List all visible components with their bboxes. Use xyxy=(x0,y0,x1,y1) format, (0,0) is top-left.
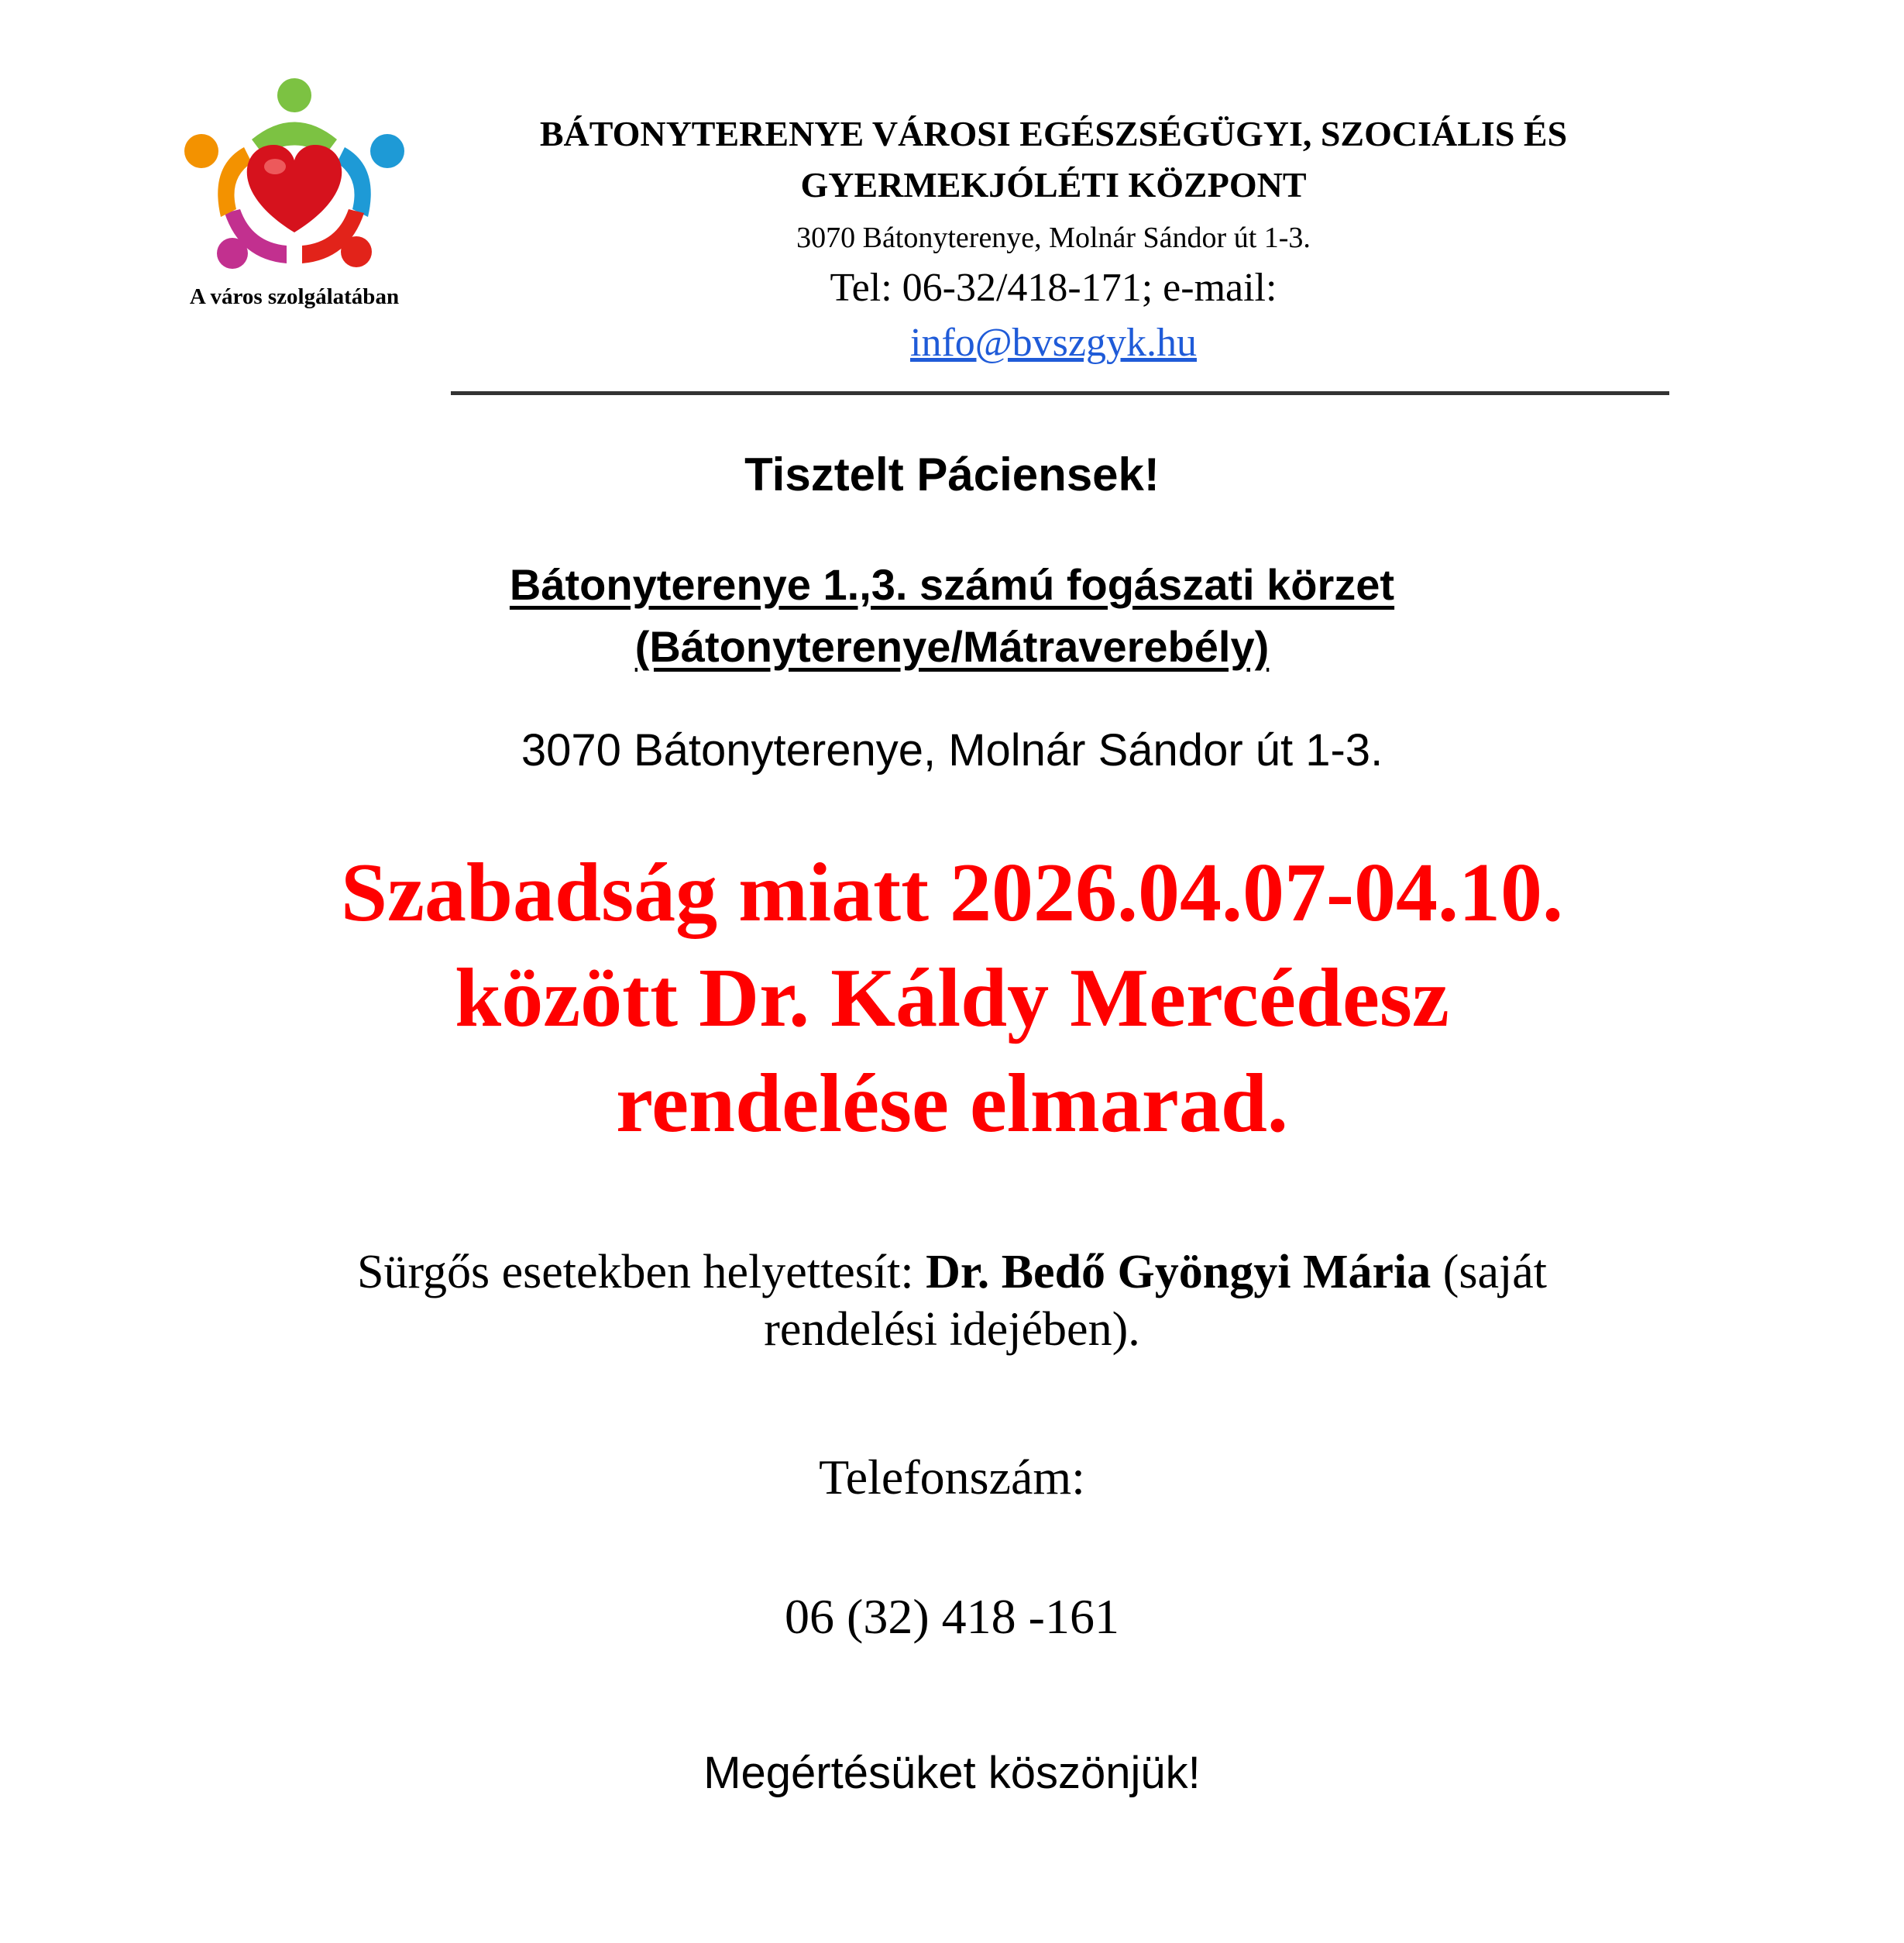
substitute-suffix: (saját xyxy=(1431,1246,1548,1298)
greeting: Tisztelt Páciensek! xyxy=(744,449,1160,500)
phone-label: Telefonszám: xyxy=(819,1450,1085,1505)
logo-caption: A város szolgálatában xyxy=(189,284,400,309)
organization-logo xyxy=(147,74,442,322)
header-address: 3070 Bátonyterenye, Molnár Sándor út 1-3. xyxy=(796,222,1311,254)
substitute-prefix: Sürgős esetekben helyettesít: xyxy=(356,1246,926,1298)
closure-notice xyxy=(0,841,1904,1157)
notice-line2: között Dr. Káldy Mercédesz xyxy=(455,952,1449,1044)
header-divider xyxy=(451,391,1669,395)
district-heading xyxy=(0,554,1904,678)
phone-number: 06 (32) 418 -161 xyxy=(785,1589,1119,1644)
organization-name-line2: GYERMEKJÓLÉTI KÖZPONT xyxy=(800,165,1307,205)
people-heart-logo-icon xyxy=(178,74,411,283)
district-line2: (Bátonyterenye/Mátraverebély) xyxy=(634,622,1270,671)
letterhead xyxy=(434,108,1673,370)
email-link[interactable]: info@bvszgyk.hu xyxy=(910,321,1197,365)
header-contact: Tel: 06-32/418-171; e-mail: xyxy=(830,266,1277,310)
closing-thanks: Megértésüket köszönjük! xyxy=(703,1748,1201,1798)
notice-line3: rendelése elmarad. xyxy=(616,1057,1288,1150)
substitute-info xyxy=(0,1243,1904,1358)
clinic-address: 3070 Bátonyterenye, Molnár Sándor út 1-3. xyxy=(521,725,1383,775)
notice-line1: Szabadság miatt 2026.04.07-04.10. xyxy=(340,847,1564,939)
substitute-line2: rendelési idejében). xyxy=(764,1303,1140,1356)
district-line1: Bátonyterenye 1.,3. számú fogászati körzet xyxy=(509,560,1395,609)
substitute-name: Dr. Bedő Gyöngyi Mária xyxy=(926,1246,1431,1298)
organization-name-line1: BÁTONYTERENYE VÁROSI EGÉSZSÉGÜGYI, SZOCIÁLIS ÉS xyxy=(539,114,1568,153)
